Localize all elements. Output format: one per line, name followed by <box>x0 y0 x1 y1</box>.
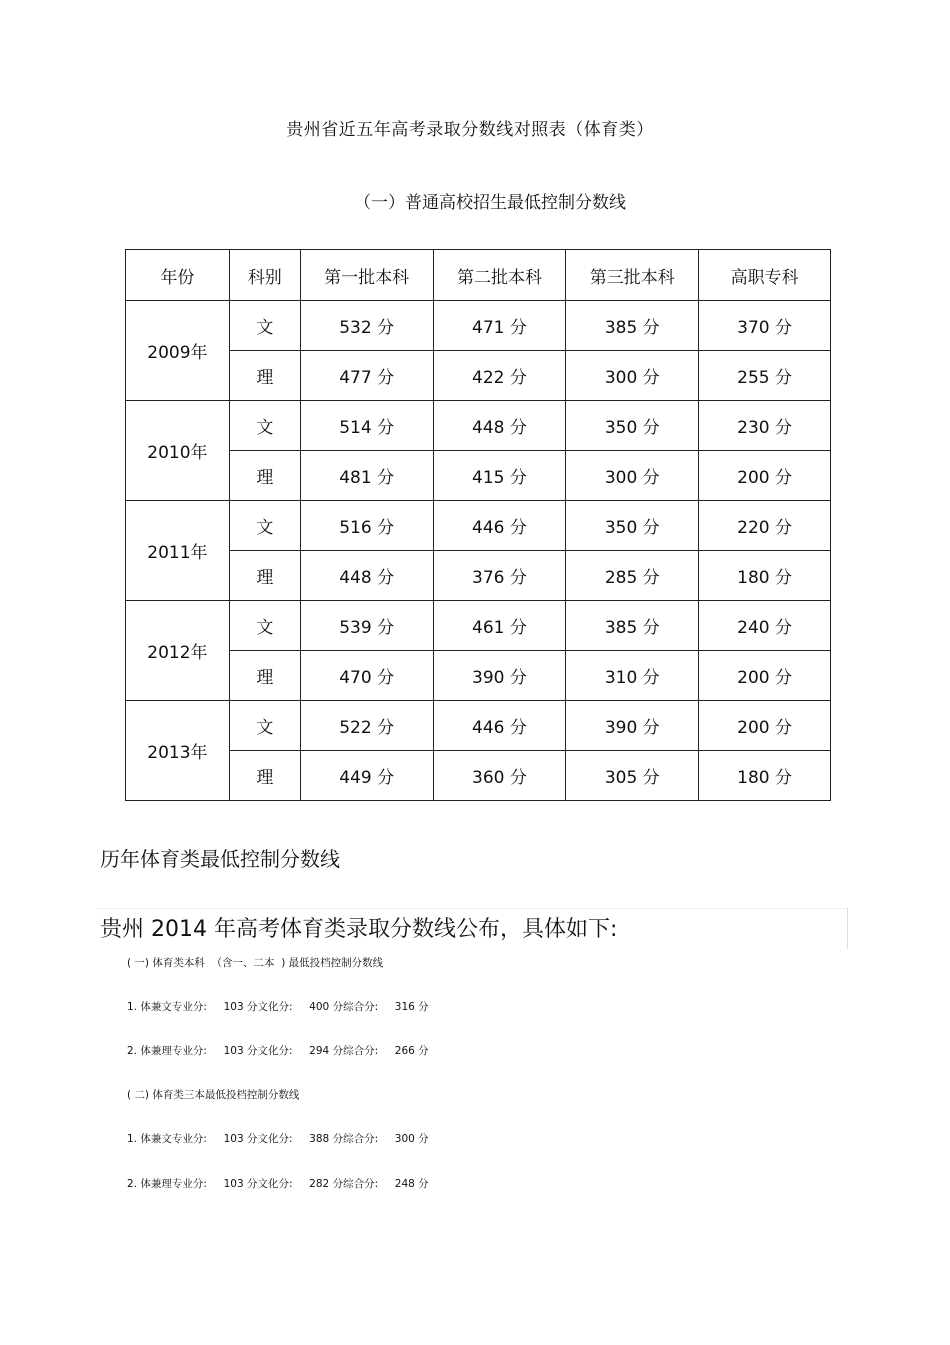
score-cell: 422 分 <box>433 351 566 401</box>
score-cell: 446 分 <box>433 501 566 551</box>
score-cell: 370 分 <box>699 301 831 351</box>
list-item: 2. 体兼理专业分: 103 分文化分: 294 分综合分: 266 分 <box>127 1045 429 1057</box>
score-cell: 180 分 <box>699 551 831 601</box>
table-row <box>126 301 831 351</box>
table-row <box>126 651 831 701</box>
subject-cell: 理 <box>229 751 300 801</box>
score-cell: 376 分 <box>433 551 566 601</box>
table-row <box>126 401 831 451</box>
score-cell: 220 分 <box>699 501 831 551</box>
table-row <box>126 701 831 751</box>
history-heading: 历年体育类最低控制分数线 <box>100 847 340 871</box>
header-subject: 科别 <box>229 250 300 301</box>
year-cell: 2010年 <box>126 401 230 501</box>
subject-cell: 文 <box>229 301 300 351</box>
score-cell: 471 分 <box>433 301 566 351</box>
score-cell: 522 分 <box>300 701 433 751</box>
table-header-row <box>126 250 831 301</box>
score-cell: 285 分 <box>566 551 699 601</box>
score-cell: 360 分 <box>433 751 566 801</box>
score-cell: 446 分 <box>433 701 566 751</box>
score-cell: 230 分 <box>699 401 831 451</box>
score-cell: 350 分 <box>566 401 699 451</box>
subject-cell: 理 <box>229 451 300 501</box>
document-title-text: 贵州省近五年高考录取分数线对照表（体育类） <box>286 120 654 140</box>
score-cell: 532 分 <box>300 301 433 351</box>
subject-cell: 文 <box>229 401 300 451</box>
score-cell: 470 分 <box>300 651 433 701</box>
score-cell: 200 分 <box>699 451 831 501</box>
year-cell: 2013年 <box>126 701 230 801</box>
score-cell: 539 分 <box>300 601 433 651</box>
subject-cell: 理 <box>229 651 300 701</box>
score-cell: 448 分 <box>300 551 433 601</box>
score-cell: 300 分 <box>566 451 699 501</box>
score-cell: 449 分 <box>300 751 433 801</box>
score-cell: 477 分 <box>300 351 433 401</box>
score-cell: 200 分 <box>699 701 831 751</box>
year-cell: 2012年 <box>126 601 230 701</box>
table-row <box>126 751 831 801</box>
score-cell: 350 分 <box>566 501 699 551</box>
score-cell: 385 分 <box>566 601 699 651</box>
subject-cell: 文 <box>229 601 300 651</box>
year-cell: 2009年 <box>126 301 230 401</box>
table-row <box>126 551 831 601</box>
score-cell: 300 分 <box>566 351 699 401</box>
year-cell: 2011年 <box>126 501 230 601</box>
score-cell: 516 分 <box>300 501 433 551</box>
score-table <box>125 249 831 801</box>
score-cell: 305 分 <box>566 751 699 801</box>
score-cell: 448 分 <box>433 401 566 451</box>
list-item: 1. 体兼文专业分: 103 分文化分: 400 分综合分: 316 分 <box>127 1001 429 1013</box>
header-batch-2: 第二批本科 <box>433 250 566 301</box>
score-cell: 310 分 <box>566 651 699 701</box>
subject-cell: 理 <box>229 551 300 601</box>
table-row <box>126 601 831 651</box>
score-cell: 200 分 <box>699 651 831 701</box>
list-item: ( 一) 体育类本科 （含一、二本 ) 最低投档控制分数线 <box>127 957 384 969</box>
subject-cell: 理 <box>229 351 300 401</box>
score-cell: 390 分 <box>566 701 699 751</box>
header-batch-1: 第一批本科 <box>300 250 433 301</box>
subject-cell: 文 <box>229 501 300 551</box>
table-row <box>126 351 831 401</box>
score-cell: 390 分 <box>433 651 566 701</box>
subject-cell: 文 <box>229 701 300 751</box>
section-subtitle <box>0 188 950 213</box>
list-item: 1. 体兼文专业分: 103 分文化分: 388 分综合分: 300 分 <box>127 1133 429 1145</box>
document-title <box>0 115 950 140</box>
score-cell: 240 分 <box>699 601 831 651</box>
section-subtitle-text: （一）普通高校招生最低控制分数线 <box>354 193 626 213</box>
score-cell: 415 分 <box>433 451 566 501</box>
list-item: 2. 体兼理专业分: 103 分文化分: 282 分综合分: 248 分 <box>127 1178 429 1190</box>
score-cell: 255 分 <box>699 351 831 401</box>
header-year: 年份 <box>126 250 230 301</box>
score-cell: 481 分 <box>300 451 433 501</box>
header-vocational: 高职专科 <box>699 250 831 301</box>
score-cell: 514 分 <box>300 401 433 451</box>
score-cell: 461 分 <box>433 601 566 651</box>
table-row <box>126 451 831 501</box>
announcement-title: 贵州 2014 年高考体育类录取分数线公布，具体如下: <box>100 917 618 942</box>
score-cell: 180 分 <box>699 751 831 801</box>
list-item: ( 二) 体育类三本最低投档控制分数线 <box>127 1089 300 1101</box>
score-cell: 385 分 <box>566 301 699 351</box>
header-batch-3: 第三批本科 <box>566 250 699 301</box>
table-row <box>126 501 831 551</box>
